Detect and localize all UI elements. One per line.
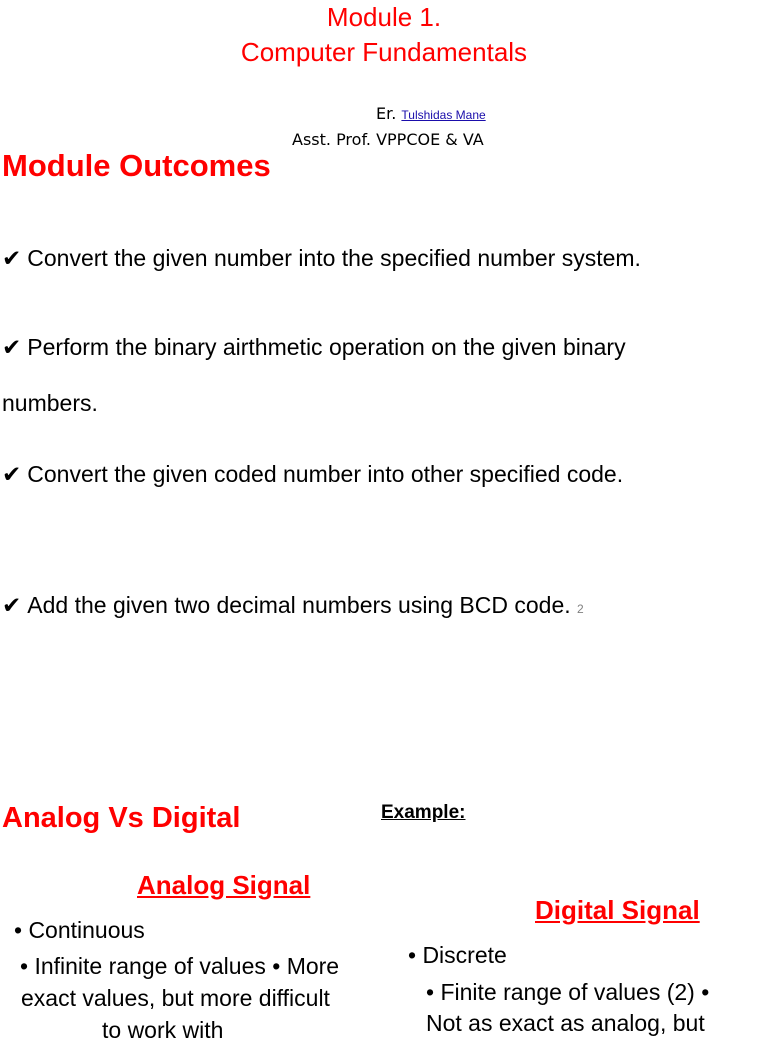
analog-line-3: exact values, but more difficult [21, 985, 330, 1011]
analog-line-1: • Continuous [14, 917, 145, 943]
digital-line-1: • Discrete [408, 942, 507, 968]
outcome-text: Add the given two decimal numbers using BCD code. [27, 592, 571, 618]
module-number: Module 1. [326, 2, 442, 32]
outcome-text: Perform the binary airthmetic operation on the given binary [27, 334, 626, 360]
outcome-item-2-continuation: numbers. [2, 390, 98, 416]
author-link[interactable]: Tulshidas Mane [401, 108, 486, 122]
analog-line-4: to work with [102, 1017, 224, 1043]
outcome-text: Convert the given number into the specified number system. [27, 245, 641, 271]
example-label: Example: [381, 802, 466, 823]
author-title: Asst. Prof. VPPCOE & VA [292, 130, 484, 149]
outcome-item-4 [2, 591, 584, 623]
check-icon: ✔ [2, 461, 22, 487]
digital-signal-heading: Digital Signal [535, 895, 700, 925]
outcome-text: Convert the given coded number into other specified code. [27, 461, 624, 487]
analog-signal-heading: Analog Signal [137, 870, 311, 900]
outcome-item-3 [2, 460, 623, 488]
digital-line-3: Not as exact as analog, but [426, 1010, 705, 1036]
check-icon: ✔ [2, 245, 22, 271]
author-prefix: Er. [376, 104, 397, 123]
module-outcomes-heading: Module Outcomes [2, 148, 271, 183]
digital-line-2: • Finite range of values (2) • [426, 979, 710, 1005]
analog-line-2: • Infinite range of values • More [20, 953, 340, 979]
outcome-item-1 [2, 244, 641, 272]
check-icon: ✔ [2, 334, 22, 360]
module-title: Computer Fundamentals [240, 37, 528, 67]
analog-vs-digital-heading: Analog Vs Digital [2, 802, 241, 834]
outcome-item-2 [2, 333, 626, 361]
page-number: 2 [577, 602, 584, 616]
author-line [376, 104, 486, 125]
check-icon: ✔ [2, 592, 22, 618]
